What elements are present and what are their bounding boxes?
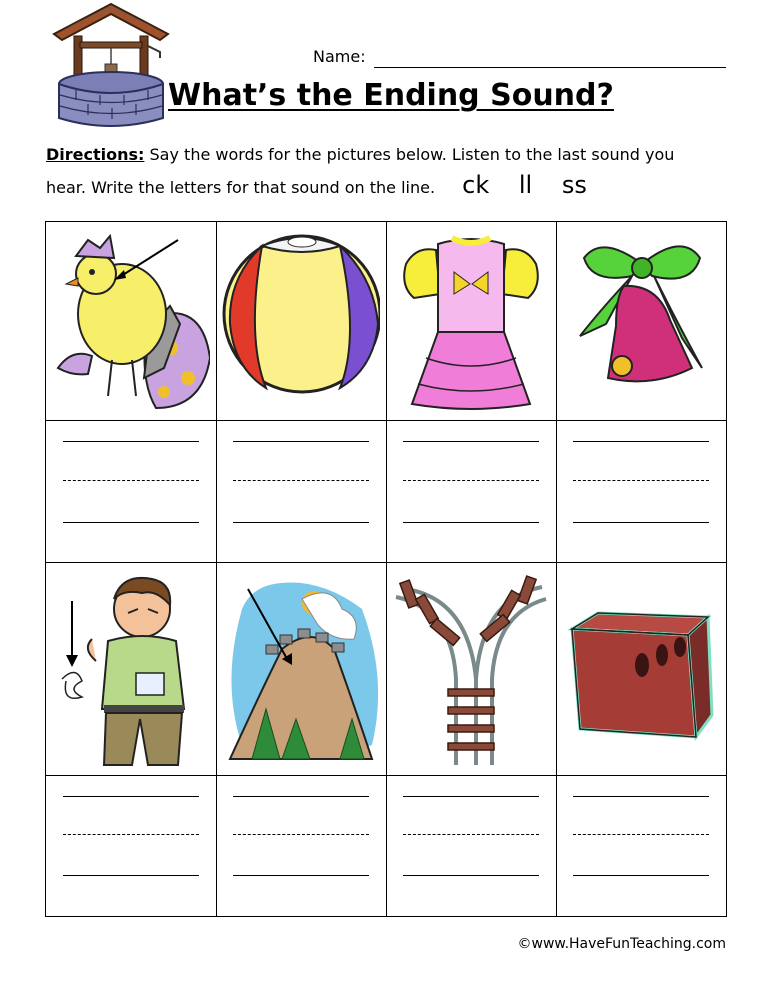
ending-sound-ll: ll	[518, 171, 533, 199]
brick-icon	[562, 569, 720, 769]
hill-icon	[222, 569, 380, 769]
directions-text-line1: Say the words for the pictures below. Listen to the last sound you	[144, 145, 675, 164]
ending-sounds	[440, 171, 587, 199]
directions	[46, 140, 736, 203]
ending-sound-ss: ss	[561, 171, 587, 199]
directions-label: Directions:	[46, 145, 145, 164]
wishing-well-logo	[52, 2, 170, 130]
dress-icon	[392, 228, 550, 414]
beach-ball-icon	[222, 228, 380, 414]
name-label: Name:	[313, 47, 366, 66]
chick-icon	[52, 228, 210, 414]
footer-copyright: ©www.HaveFunTeaching.com	[517, 936, 726, 952]
floss-man-icon	[52, 569, 210, 769]
directions-text-line2: hear. Write the letters for that sound on the line.	[46, 178, 436, 197]
worksheet-grid	[45, 221, 727, 917]
name-field[interactable]	[374, 67, 726, 68]
ending-sound-ck: ck	[462, 171, 490, 199]
bell-icon	[562, 228, 720, 414]
page-title: What’s the Ending Sound?	[168, 78, 614, 113]
track-icon	[392, 569, 550, 769]
